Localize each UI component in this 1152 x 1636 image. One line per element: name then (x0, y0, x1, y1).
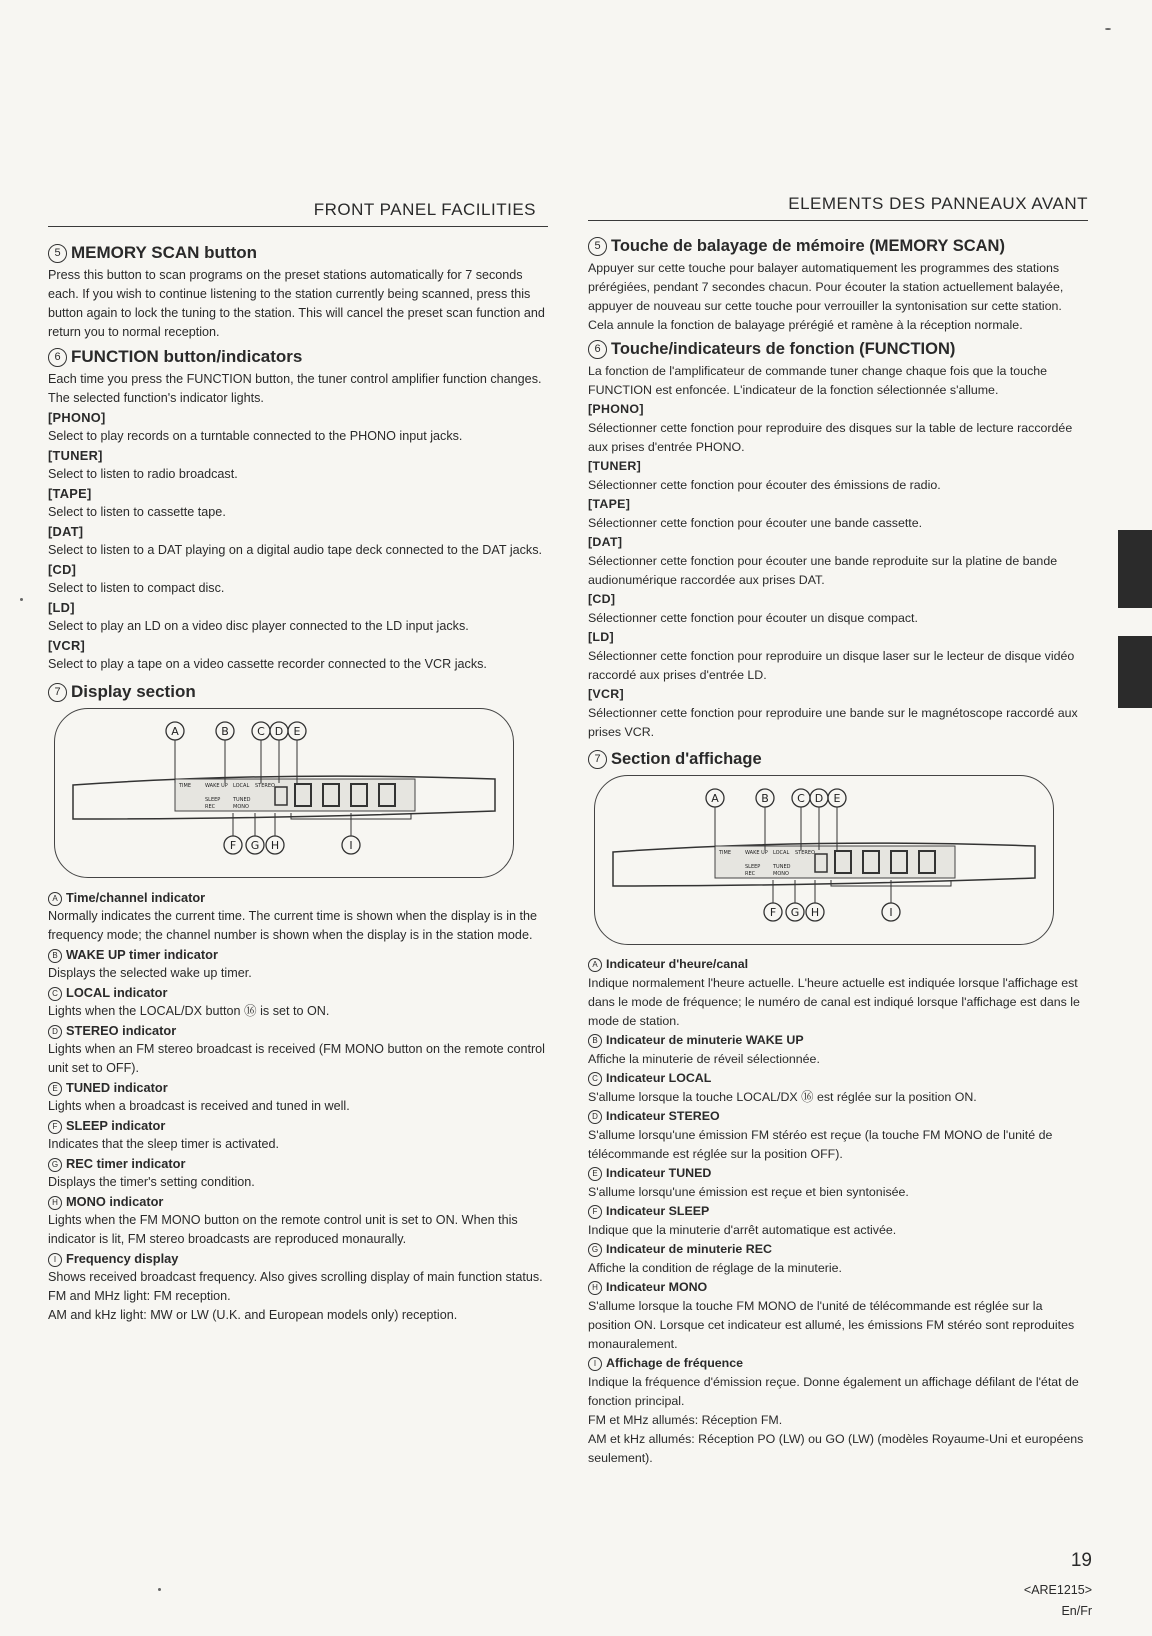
indicator-description: Indique la fréquence d'émission reçue. Donne également un affichage défilant de l'état de fonction principal. (588, 1375, 1079, 1408)
function-description: Select to play a tape on a video cassette recorder connected to the VCR jacks. (48, 657, 487, 671)
indicator-description: Lights when a broadcast is received and tuned in well. (48, 1099, 350, 1113)
function-description: Sélectionner cette fonction pour écouter une bande reproduite sur la platine de bande audionumérique raccordée aux prises DAT. (588, 554, 1058, 587)
indicator-title: LOCAL indicator (66, 985, 168, 1000)
indicator-letter: D (48, 1025, 62, 1039)
item-number: 5 (48, 244, 67, 263)
indicator-title: Indicateur d'heure/canal (606, 957, 749, 971)
indicator-description: Lights when an FM stereo broadcast is received (FM MONO button on the remote control unit set to OFF). (48, 1042, 545, 1075)
indicator-description: Displays the selected wake up timer. (48, 966, 252, 980)
callout-letter: F (769, 906, 777, 919)
indicator-description: Normally indicates the current time. The current time is shown when the display is in the frequency mode; the channel number is shown when the display is in the station mode. (48, 909, 538, 942)
indicator-letter: C (588, 1072, 602, 1086)
indicator-list (48, 888, 548, 1325)
indicator-title: Indicateur de minuterie REC (606, 1242, 772, 1256)
indicator-letter: A (588, 958, 602, 972)
function-description: Sélectionner cette fonction pour écouter des émissions de radio. (588, 478, 941, 492)
callout-letter: E (293, 725, 301, 738)
segment-label: SLEEP (745, 864, 761, 870)
segment-label: LOCAL (773, 850, 790, 856)
function-intro: Each time you press the FUNCTION button, the tuner control amplifier function changes. The selected function's indicator lights. (48, 372, 542, 405)
segment-label: MONO (233, 804, 249, 810)
callout-letter: I (889, 906, 893, 919)
function-description: Sélectionner cette fonction pour reproduire un disque laser sur le lecteur de disque vidéo raccordé aux prises d'entrée LD. (588, 649, 1075, 682)
function-description: Select to listen to cassette tape. (48, 505, 226, 519)
function-description: Select to play records on a turntable connected to the PHONO input jacks. (48, 429, 463, 443)
indicator-label (588, 1278, 1088, 1297)
item-number: 7 (48, 683, 67, 702)
indicator-letter: E (48, 1082, 62, 1096)
indicator-description: Lights when the LOCAL/DX button ⑯ is set to ON. (48, 1004, 330, 1018)
indicator-label (48, 1116, 548, 1135)
memory-scan-text: Appuyer sur cette touche pour balayer automatiquement les programmes des stations prérégiées, pendant 7 secondes chacun. Pour écouter la station actuellement balayée, appuyer de nouveau sur cette touche pour verrouiller la syntonisation sur cette station. Cela annule la fonction de balayage prérégié et ramène à la réception normale. (588, 261, 1064, 332)
header-rule (588, 220, 1088, 221)
indicator-description: Indique normalement l'heure actuelle. L'heure actuelle est indiquée lorsque l'affichage est dans le mode de fréquence; le numéro de canal est indiqué lorsque l'affichage est dans le mode de station. (588, 976, 1080, 1028)
indicator-title: STEREO indicator (66, 1023, 177, 1038)
indicator-title: Affichage de fréquence (606, 1356, 744, 1370)
indicator-title: Indicateur SLEEP (606, 1204, 710, 1218)
indicator-label (588, 1164, 1088, 1183)
function-name: [PHONO] (48, 410, 106, 425)
function-name: [TUNER] (48, 448, 103, 463)
indicator-letter: G (48, 1158, 62, 1172)
indicator-letter: E (588, 1167, 602, 1181)
indicator-list (588, 955, 1088, 1468)
function-name: [TAPE] (588, 497, 631, 511)
display-diagram (594, 775, 1054, 945)
function-name: [VCR] (588, 687, 624, 701)
function-description: Select to play an LD on a video disc player connected to the LD input jacks. (48, 619, 469, 633)
function-name: [PHONO] (588, 402, 644, 416)
callout-letter: D (814, 792, 824, 805)
function-name: [LD] (48, 600, 75, 615)
indicator-description: Displays the timer's setting condition. (48, 1175, 255, 1189)
indicator-label (588, 1069, 1088, 1088)
indicator-title: SLEEP indicator (66, 1118, 166, 1133)
memory-scan-text: Press this button to scan programs on the preset stations automatically for 7 seconds each. If you wish to continue listening to the station currently being scanned, press this button again to lock the tuning to the station. This will cancel the preset scan function and return you to normal reception. (48, 268, 545, 339)
function-name: [TAPE] (48, 486, 92, 501)
english-column (48, 200, 548, 1325)
indicator-letter: I (48, 1253, 62, 1267)
display-section-title: 7 Section d'affichage (588, 750, 1088, 769)
indicator-description: FM et MHz allumés: Réception FM. (588, 1413, 783, 1427)
document-code: <ARE1215> (1023, 1583, 1092, 1597)
indicator-label (588, 1202, 1088, 1221)
segment-label: WAKE UP (205, 783, 228, 789)
function-description: Sélectionner cette fonction pour reproduire une bande sur le magnétoscope raccordé aux prises VCR. (588, 706, 1078, 739)
indicator-title: MONO indicator (66, 1194, 164, 1209)
indicator-letter: G (588, 1243, 602, 1257)
callout-letter: H (810, 906, 820, 919)
indicator-letter: C (48, 987, 62, 1001)
segment-label: TIME (719, 850, 732, 856)
page-number: 19 (1070, 1550, 1092, 1571)
function-description: Select to listen to compact disc. (48, 581, 225, 595)
callout-letter: F (229, 839, 237, 852)
section-header: ELEMENTS DES PANNEAUX AVANT (788, 194, 1088, 213)
indicator-label (48, 945, 548, 964)
callout-letter: B (221, 725, 229, 738)
indicator-label (48, 1078, 548, 1097)
callout-letter: C (797, 792, 805, 805)
callout-letter: D (274, 725, 284, 738)
scan-mark (1105, 28, 1111, 30)
segment-label: STEREO (255, 783, 275, 789)
segment-label: TIME (179, 783, 192, 789)
indicator-title: Indicateur de minuterie WAKE UP (606, 1033, 804, 1047)
indicator-description: S'allume lorsqu'une émission est reçue et bien syntonisée. (588, 1185, 909, 1199)
function-description: Sélectionner cette fonction pour écouter un disque compact. (588, 611, 918, 625)
callout-letter: E (833, 792, 841, 805)
segment-label: TUNED (773, 864, 791, 870)
indicator-title: Indicateur MONO (606, 1280, 708, 1294)
indicator-label (48, 983, 548, 1002)
indicator-title: Indicateur LOCAL (606, 1071, 712, 1085)
scan-mark (20, 598, 23, 601)
indicator-description: AM and kHz light: MW or LW (U.K. and European models only) reception. (48, 1308, 458, 1322)
indicator-description: Affiche la minuterie de réveil sélectionnée. (588, 1052, 820, 1066)
indicator-title: Frequency display (66, 1251, 179, 1266)
segment-label: LOCAL (233, 783, 250, 789)
callout-letter: I (349, 839, 353, 852)
chapter-tab (1118, 636, 1152, 708)
indicator-description: FM and MHz light: FM reception. (48, 1289, 231, 1303)
indicator-title: Indicateur STEREO (606, 1109, 720, 1123)
indicator-description: Indique que la minuterie d'arrêt automatique est activée. (588, 1223, 897, 1237)
function-title: 6 Touche/indicateurs de fonction (FUNCTION) (588, 340, 1088, 359)
callout-letter: A (171, 725, 179, 738)
indicator-title: Time/channel indicator (66, 890, 206, 905)
function-description: Select to listen to a DAT playing on a digital audio tape deck connected to the DAT jacks. (48, 543, 543, 557)
indicator-title: WAKE UP timer indicator (66, 947, 218, 962)
chapter-tab (1118, 530, 1152, 608)
segment-label: SLEEP (205, 797, 221, 803)
function-name: [CD] (48, 562, 77, 577)
indicator-letter: B (48, 949, 62, 963)
indicator-label (48, 1154, 548, 1173)
callout-letter: G (250, 839, 260, 852)
indicator-label (48, 1192, 548, 1211)
function-list (48, 408, 548, 674)
french-column (588, 194, 1088, 1468)
indicator-label (588, 1354, 1088, 1373)
function-name: [LD] (588, 630, 614, 644)
segment-label: WAKE UP (745, 850, 768, 856)
section-header: FRONT PANEL FACILITIES (313, 200, 536, 219)
indicator-letter: A (48, 892, 62, 906)
indicator-description: AM et kHz allumés: Réception PO (LW) ou GO (LW) (modèles Royaume-Uni et européens seulement). (588, 1432, 1084, 1465)
indicator-description: S'allume lorsque la touche LOCAL/DX ⑯ est réglée sur la position ON. (588, 1090, 977, 1104)
indicator-label (588, 1240, 1088, 1259)
indicator-title: Indicateur TUNED (606, 1166, 712, 1180)
callout-letter: B (761, 792, 769, 805)
header-rule (48, 226, 548, 227)
function-description: Sélectionner cette fonction pour écouter une bande cassette. (588, 516, 923, 530)
callout-letter: H (270, 839, 280, 852)
indicator-letter: H (588, 1281, 602, 1295)
indicator-description: Indicates that the sleep timer is activated. (48, 1137, 280, 1151)
callout-letter: A (711, 792, 719, 805)
indicator-description: Lights when the FM MONO button on the remote control unit is set to ON. When this indicator is lit, FM stereo broadcasts are reproduced monaurally. (48, 1213, 518, 1246)
segment-label: TUNED (233, 797, 251, 803)
scan-mark (158, 1588, 161, 1591)
function-intro: La fonction de l'amplificateur de commande tuner change chaque fois que la touche FUNCTION est enfoncée. L'indicateur de la fonction sélectionnée s'allume. (588, 364, 1048, 397)
item-number: 6 (48, 348, 67, 367)
segment-label: REC (745, 871, 756, 877)
function-description: Sélectionner cette fonction pour reproduire des disques sur la table de lecture raccordée aux prises d'entrée PHONO. (588, 421, 1073, 454)
memory-scan-title: 5 Touche de balayage de mémoire (MEMORY SCAN) (588, 237, 1088, 256)
callout-letter: C (257, 725, 265, 738)
language-code: En/Fr (1061, 1604, 1092, 1618)
indicator-title: TUNED indicator (66, 1080, 168, 1095)
function-title: 6 FUNCTION button/indicators (48, 347, 548, 367)
indicator-label (588, 955, 1088, 974)
item-number: 7 (588, 750, 607, 769)
function-name: [VCR] (48, 638, 86, 653)
callout-letter: G (790, 906, 800, 919)
segment-label: REC (205, 804, 216, 810)
item-number: 6 (588, 340, 607, 359)
display-section-title: 7 Display section (48, 682, 548, 702)
indicator-letter: I (588, 1357, 602, 1371)
memory-scan-title: 5 MEMORY SCAN button (48, 243, 548, 263)
segment-label: MONO (773, 871, 789, 877)
function-name: [DAT] (48, 524, 84, 539)
indicator-letter: B (588, 1034, 602, 1048)
indicator-description: Affiche la condition de réglage de la minuterie. (588, 1261, 842, 1275)
indicator-letter: D (588, 1110, 602, 1124)
indicator-letter: H (48, 1196, 62, 1210)
indicator-description: S'allume lorsque la touche FM MONO de l'unité de télécommande est réglée sur la position ON. Lorsque cet indicateur est allumé, les émissions FM stéréo sont reproduites monauralement. (588, 1299, 1075, 1351)
indicator-description: S'allume lorsqu'une émission FM stéréo est reçue (la touche FM MONO de l'unité de télécommande est réglée sur la position OFF). (588, 1128, 1053, 1161)
indicator-label (48, 888, 548, 907)
indicator-label (588, 1031, 1088, 1050)
indicator-title: REC timer indicator (66, 1156, 186, 1171)
indicator-letter: F (588, 1205, 602, 1219)
function-name: [TUNER] (588, 459, 642, 473)
function-description: Select to listen to radio broadcast. (48, 467, 238, 481)
item-number: 5 (588, 237, 607, 256)
indicator-label (48, 1021, 548, 1040)
function-name: [DAT] (588, 535, 623, 549)
display-diagram (54, 708, 514, 878)
function-name: [CD] (588, 592, 616, 606)
indicator-label (588, 1107, 1088, 1126)
segment-label: STEREO (795, 850, 815, 856)
function-list (588, 400, 1088, 742)
indicator-label (48, 1249, 548, 1268)
indicator-description: Shows received broadcast frequency. Also gives scrolling display of main function status. (48, 1270, 543, 1284)
indicator-letter: F (48, 1120, 62, 1134)
